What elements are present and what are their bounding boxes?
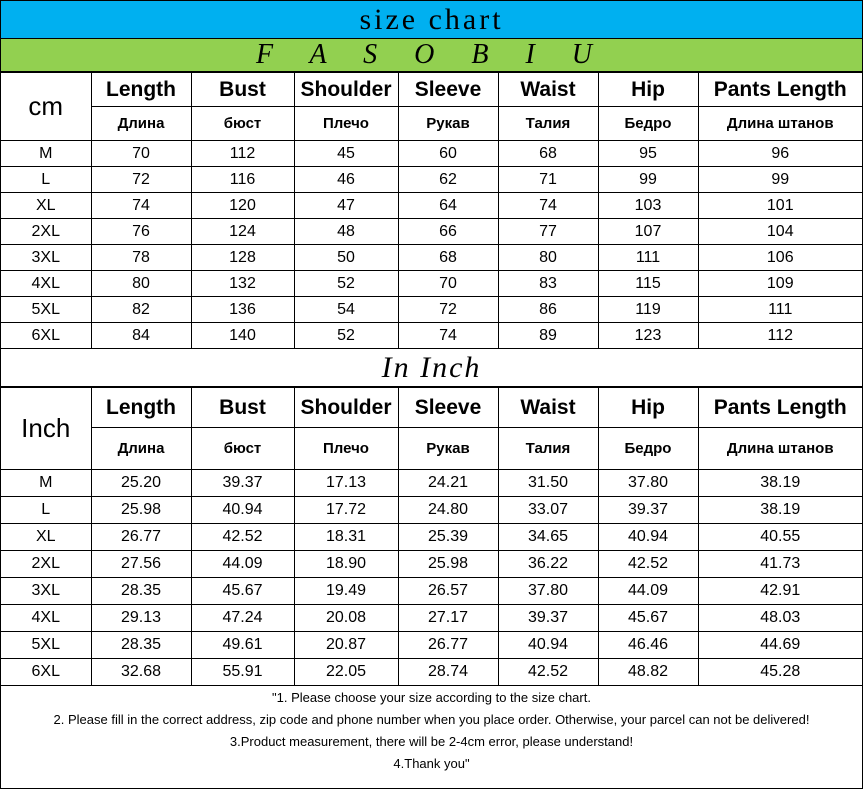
- value-cell: 36.22: [498, 551, 598, 578]
- size-cell: M: [1, 141, 91, 167]
- size-cell: 6XL: [1, 659, 91, 686]
- value-cell: 64: [398, 193, 498, 219]
- value-cell: 45.28: [698, 659, 862, 686]
- value-cell: 37.80: [598, 470, 698, 497]
- table-row: [1, 551, 862, 578]
- value-cell: 42.52: [498, 659, 598, 686]
- value-cell: 112: [698, 323, 862, 349]
- size-cell: 4XL: [1, 605, 91, 632]
- chart-title: size chart: [1, 1, 862, 39]
- value-cell: 77: [498, 219, 598, 245]
- value-cell: 48: [294, 219, 398, 245]
- value-cell: 46: [294, 167, 398, 193]
- value-cell: 70: [398, 271, 498, 297]
- value-cell: 41.73: [698, 551, 862, 578]
- column-header-ru: Плечо: [294, 428, 398, 470]
- value-cell: 33.07: [498, 497, 598, 524]
- column-header: Bust: [191, 388, 294, 428]
- column-header: Waist: [498, 73, 598, 107]
- value-cell: 86: [498, 297, 598, 323]
- value-cell: 95: [598, 141, 698, 167]
- value-cell: 25.20: [91, 470, 191, 497]
- unit-label: Inch: [1, 388, 91, 470]
- value-cell: 132: [191, 271, 294, 297]
- value-cell: 42.91: [698, 578, 862, 605]
- value-cell: 24.80: [398, 497, 498, 524]
- column-header: Pants Length: [698, 73, 862, 107]
- value-cell: 45.67: [191, 578, 294, 605]
- table-row: [1, 524, 862, 551]
- value-cell: 45.67: [598, 605, 698, 632]
- value-cell: 24.21: [398, 470, 498, 497]
- size-cell: M: [1, 470, 91, 497]
- value-cell: 101: [698, 193, 862, 219]
- value-cell: 99: [698, 167, 862, 193]
- value-cell: 68: [498, 141, 598, 167]
- column-header: Length: [91, 73, 191, 107]
- size-cell: 5XL: [1, 632, 91, 659]
- value-cell: 119: [598, 297, 698, 323]
- value-cell: 80: [91, 271, 191, 297]
- table-row: [1, 219, 862, 245]
- value-cell: 68: [398, 245, 498, 271]
- value-cell: 70: [91, 141, 191, 167]
- column-header-ru: Талия: [498, 107, 598, 141]
- column-header-ru: Длина штанов: [698, 107, 862, 141]
- table-row: [1, 167, 862, 193]
- value-cell: 19.49: [294, 578, 398, 605]
- value-cell: 42.52: [191, 524, 294, 551]
- value-cell: 89: [498, 323, 598, 349]
- column-header-ru: Бедро: [598, 428, 698, 470]
- value-cell: 22.05: [294, 659, 398, 686]
- value-cell: 38.19: [698, 470, 862, 497]
- column-header: Hip: [598, 73, 698, 107]
- value-cell: 25.98: [398, 551, 498, 578]
- value-cell: 44.09: [191, 551, 294, 578]
- column-header: Pants Length: [698, 388, 862, 428]
- table-row: [1, 245, 862, 271]
- value-cell: 39.37: [498, 605, 598, 632]
- value-cell: 38.19: [698, 497, 862, 524]
- cm-size-table: [1, 72, 862, 349]
- value-cell: 120: [191, 193, 294, 219]
- value-cell: 28.74: [398, 659, 498, 686]
- brand-name: F A S O B I U: [1, 39, 862, 72]
- value-cell: 42.52: [598, 551, 698, 578]
- notes: [1, 686, 862, 775]
- value-cell: 99: [598, 167, 698, 193]
- value-cell: 84: [91, 323, 191, 349]
- value-cell: 83: [498, 271, 598, 297]
- column-header: Bust: [191, 73, 294, 107]
- value-cell: 54: [294, 297, 398, 323]
- value-cell: 124: [191, 219, 294, 245]
- column-header-ru: Плечо: [294, 107, 398, 141]
- size-cell: L: [1, 167, 91, 193]
- value-cell: 40.55: [698, 524, 862, 551]
- value-cell: 17.13: [294, 470, 398, 497]
- value-cell: 26.57: [398, 578, 498, 605]
- value-cell: 82: [91, 297, 191, 323]
- value-cell: 31.50: [498, 470, 598, 497]
- value-cell: 29.13: [91, 605, 191, 632]
- value-cell: 25.98: [91, 497, 191, 524]
- value-cell: 32.68: [91, 659, 191, 686]
- column-header: Length: [91, 388, 191, 428]
- value-cell: 45: [294, 141, 398, 167]
- note-line: "1. Please choose your size according to the size chart.: [272, 690, 591, 705]
- value-cell: 104: [698, 219, 862, 245]
- size-cell: XL: [1, 524, 91, 551]
- table-row: [1, 470, 862, 497]
- value-cell: 112: [191, 141, 294, 167]
- value-cell: 44.69: [698, 632, 862, 659]
- value-cell: 27.56: [91, 551, 191, 578]
- column-header: Sleeve: [398, 73, 498, 107]
- value-cell: 140: [191, 323, 294, 349]
- inch-section-heading: In Inch: [1, 349, 862, 387]
- value-cell: 25.39: [398, 524, 498, 551]
- value-cell: 37.80: [498, 578, 598, 605]
- column-header-ru: Длина: [91, 107, 191, 141]
- value-cell: 20.87: [294, 632, 398, 659]
- size-cell: 2XL: [1, 219, 91, 245]
- column-header-ru: Рукав: [398, 107, 498, 141]
- value-cell: 46.46: [598, 632, 698, 659]
- size-cell: XL: [1, 193, 91, 219]
- value-cell: 60: [398, 141, 498, 167]
- size-cell: 3XL: [1, 578, 91, 605]
- value-cell: 128: [191, 245, 294, 271]
- value-cell: 115: [598, 271, 698, 297]
- value-cell: 71: [498, 167, 598, 193]
- table-row: [1, 141, 862, 167]
- unit-label: cm: [1, 73, 91, 141]
- value-cell: 62: [398, 167, 498, 193]
- value-cell: 74: [91, 193, 191, 219]
- value-cell: 17.72: [294, 497, 398, 524]
- value-cell: 48.03: [698, 605, 862, 632]
- value-cell: 111: [598, 245, 698, 271]
- size-cell: 5XL: [1, 297, 91, 323]
- size-cell: L: [1, 497, 91, 524]
- value-cell: 50: [294, 245, 398, 271]
- value-cell: 72: [398, 297, 498, 323]
- value-cell: 49.61: [191, 632, 294, 659]
- value-cell: 106: [698, 245, 862, 271]
- table-row: [1, 659, 862, 686]
- size-cell: 6XL: [1, 323, 91, 349]
- column-header: Waist: [498, 388, 598, 428]
- value-cell: 47.24: [191, 605, 294, 632]
- value-cell: 18.31: [294, 524, 398, 551]
- column-header-ru: Длина штанов: [698, 428, 862, 470]
- value-cell: 44.09: [598, 578, 698, 605]
- value-cell: 116: [191, 167, 294, 193]
- value-cell: 48.82: [598, 659, 698, 686]
- value-cell: 74: [398, 323, 498, 349]
- value-cell: 74: [498, 193, 598, 219]
- note-line: 4.Thank you": [393, 756, 470, 771]
- value-cell: 109: [698, 271, 862, 297]
- value-cell: 27.17: [398, 605, 498, 632]
- column-header: Sleeve: [398, 388, 498, 428]
- table-row: [1, 297, 862, 323]
- column-header: Hip: [598, 388, 698, 428]
- value-cell: 47: [294, 193, 398, 219]
- value-cell: 52: [294, 323, 398, 349]
- value-cell: 72: [91, 167, 191, 193]
- value-cell: 26.77: [91, 524, 191, 551]
- value-cell: 111: [698, 297, 862, 323]
- value-cell: 52: [294, 271, 398, 297]
- column-header-ru: бюст: [191, 428, 294, 470]
- value-cell: 107: [598, 219, 698, 245]
- value-cell: 18.90: [294, 551, 398, 578]
- value-cell: 96: [698, 141, 862, 167]
- value-cell: 20.08: [294, 605, 398, 632]
- value-cell: 28.35: [91, 632, 191, 659]
- inch-size-table: [1, 387, 862, 686]
- column-header-ru: Длина: [91, 428, 191, 470]
- column-header-ru: Бедро: [598, 107, 698, 141]
- note-line: 2. Please fill in the correct address, zip code and phone number when you place order. Otherwise, your parcel can not be delivered!: [53, 712, 810, 727]
- value-cell: 123: [598, 323, 698, 349]
- value-cell: 80: [498, 245, 598, 271]
- value-cell: 76: [91, 219, 191, 245]
- value-cell: 103: [598, 193, 698, 219]
- column-header-ru: бюст: [191, 107, 294, 141]
- value-cell: 26.77: [398, 632, 498, 659]
- column-header-ru: Рукав: [398, 428, 498, 470]
- value-cell: 55.91: [191, 659, 294, 686]
- table-row: [1, 271, 862, 297]
- value-cell: 66: [398, 219, 498, 245]
- value-cell: 40.94: [598, 524, 698, 551]
- table-row: [1, 605, 862, 632]
- size-cell: 2XL: [1, 551, 91, 578]
- value-cell: 40.94: [191, 497, 294, 524]
- column-header-ru: Талия: [498, 428, 598, 470]
- column-header: Shoulder: [294, 73, 398, 107]
- size-cell: 4XL: [1, 271, 91, 297]
- value-cell: 40.94: [498, 632, 598, 659]
- value-cell: 78: [91, 245, 191, 271]
- value-cell: 28.35: [91, 578, 191, 605]
- table-row: [1, 578, 862, 605]
- table-row: [1, 323, 862, 349]
- value-cell: 34.65: [498, 524, 598, 551]
- value-cell: 39.37: [191, 470, 294, 497]
- value-cell: 136: [191, 297, 294, 323]
- note-line: 3.Product measurement, there will be 2-4cm error, please understand!: [229, 734, 634, 749]
- table-row: [1, 497, 862, 524]
- column-header: Shoulder: [294, 388, 398, 428]
- table-row: [1, 193, 862, 219]
- table-row: [1, 632, 862, 659]
- size-cell: 3XL: [1, 245, 91, 271]
- value-cell: 39.37: [598, 497, 698, 524]
